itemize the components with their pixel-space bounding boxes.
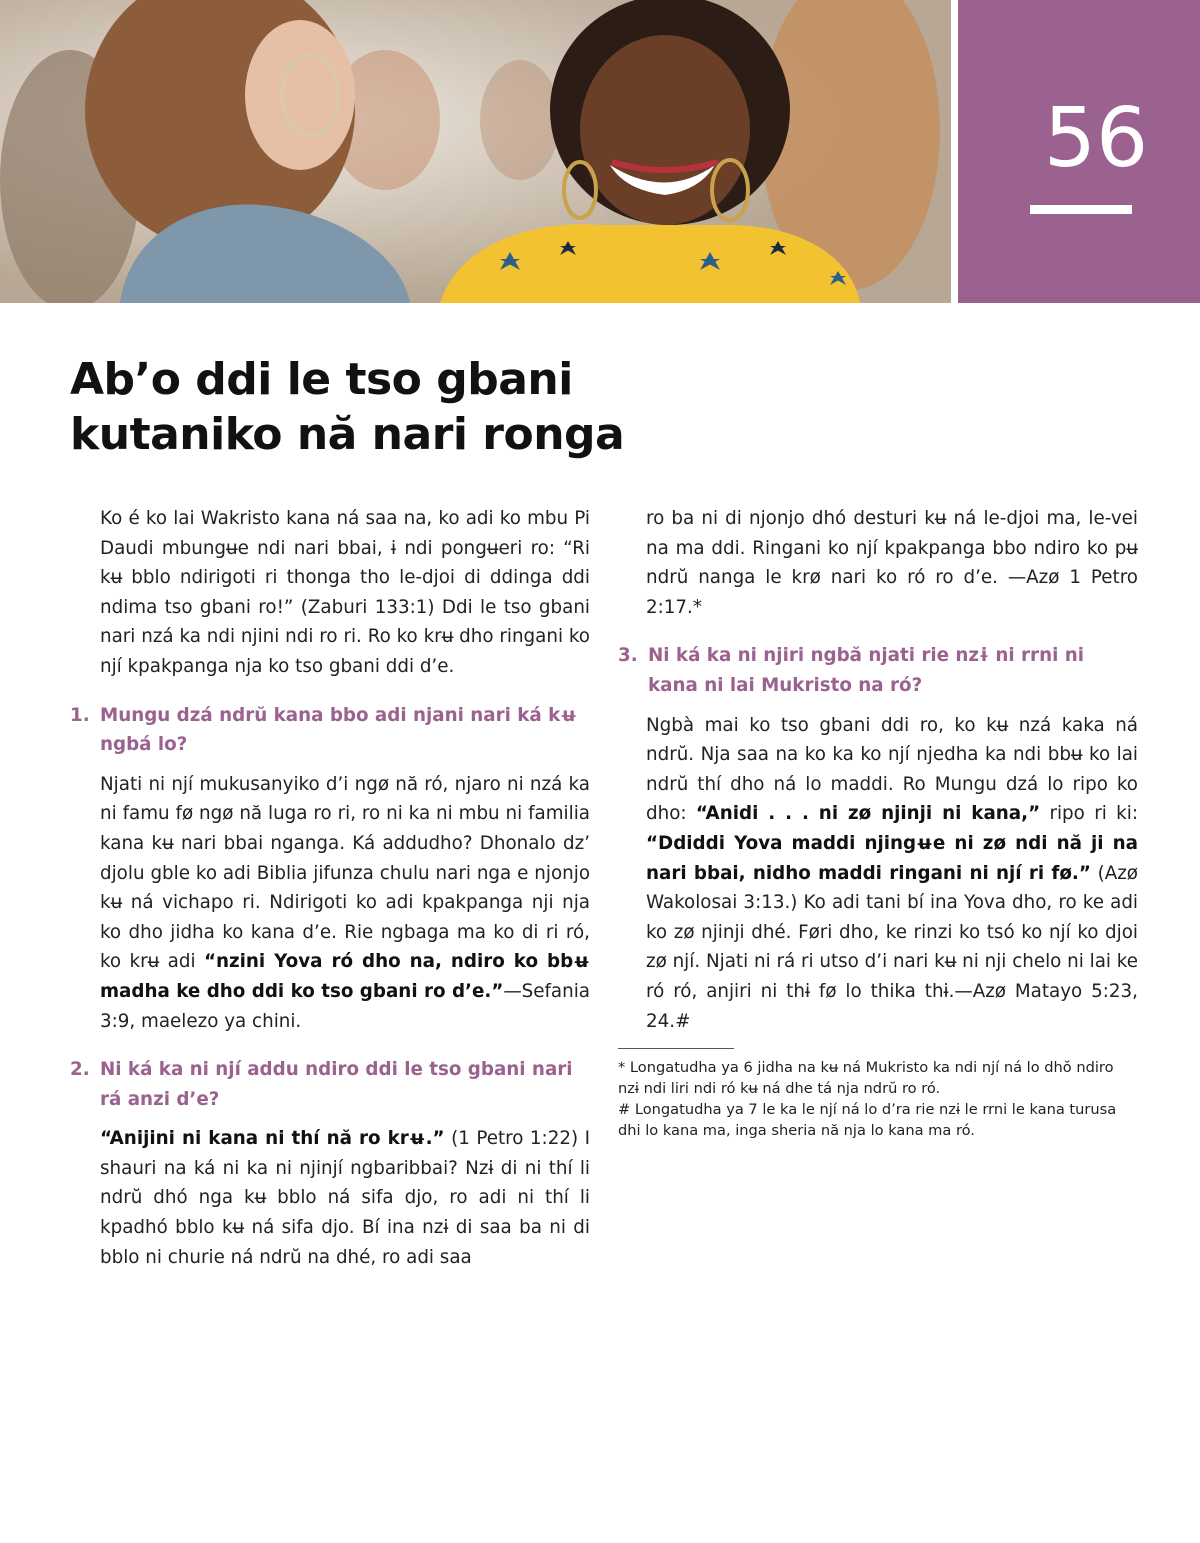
answer-3-text-a: Ngbà mai ko tso gbani ddi ro, ko kʉ nzá kaka ná ndrŭ. Nja saa na ko ka ko njí njedha ka ndi bbʉ ko lai ndrŭ thí dho ná lo maddi. Ro Mungu dzá lo ripo ko dho: (646, 714, 1138, 825)
question-2 (70, 1055, 590, 1114)
answer-2-text-a: (1 Petro 1:22) I shauri na ká ni ka ni njinjí ngbaribbai? Nzɨ di ni thí li ndrŭ dhó nga kʉ bblo ná sifa djo, ro adi ni thí li kpadhó bblo kʉ ná sifa djo. Bí ina nzɨ di saa ba ni di bblo ni churie ná ndrŭ na dhé, ro adi saa (100, 1128, 590, 1268)
header-photo (0, 0, 951, 303)
intro-paragraph: Ko é ko lai Wakristo kana ná saa na, ko adi ko mbu Pi Daudi mbungʉe ndi nari bbai, ɨ ndi pongʉeri ro: “Ri kʉ bblo ndirigoti ri thonga tho le-djoi di ddinga ddi ndima tso gbani ro!” (Zaburi 133:1) Ddi le tso gbani nari nzá ka ndi njini ndi ro ri. Ro ko krʉ dho ringani ko njí kpakpanga nja ko tso gbani ddi d’e. (100, 508, 590, 677)
answer-3-quote-1: “Anidi . . . ni zø njinji ni kana,” (695, 803, 1041, 825)
question-3-number: 3. (618, 645, 638, 667)
answer-1-text-a: Njati ni njí mukusanyiko d’i ngø nă ró, njaro ni nzá ka ni famu fø ngø nă luga ro ri, ro ni ka ni mbu ni familia kana kʉ nari bbai nganga. Ká addudho? Dhonalo dz’ djolu gble ko adi Biblia jifunza chulu nari nga e njonjo kʉ ná vichapo ri. Ndirigoti ko adi kpakpanga nji nja ko dho jidha ko kana d’e. Rie ngbaga ma ko di ri ró, ko krʉ adi (100, 773, 590, 973)
page-title (70, 352, 690, 462)
answer-2-continued: ro ba ni di njonjo dhó desturi kʉ ná le-djoi ma, le-vei na ma ddi. Ringani ko njí kpakpanga bbo ndiro ko pʉ ndrŭ nanga le krø nari ko ró ro d’e. —Azø 1 Petro 2:17.* (646, 508, 1138, 618)
question-3-text: Ni ká ka ni njiri ngbă njati rie nzɨ ni rrni ni kana ni lai Mukristo na ró? (648, 645, 1085, 696)
chapter-underline (1030, 205, 1132, 214)
photo-illustration (0, 0, 951, 303)
right-column (618, 504, 1138, 1141)
answer-2-quote: “Anijini ni kana ni thí nă ro krʉ.” (100, 1128, 445, 1150)
question-2-number: 2. (70, 1059, 90, 1081)
answer-3-text-c: (Azø Wakolosai 3:13.) Ko adi tani bí ina Yova dho, ro ke adi ko zø njinji dhé. Føri dho, ke rinzi ko tsó ko njí ko djoi zø njí. Njati ni rá ri utso d’i nari kʉ ni nji chelo ni lai ke ró ró, anjiri ni thɨ fø lo thika thɨ.—Azø Matayo 5:23, 24.# (646, 862, 1138, 1032)
answer-3-paragraph (618, 711, 1138, 1037)
answer-2-paragraph (70, 1124, 590, 1272)
title-line-2: kutaniko nă nari ronga (70, 409, 625, 460)
question-3 (618, 641, 1138, 700)
answer-1-text-b: —Sefania 3:9, maelezo ya chini. (100, 980, 590, 1032)
footnote-2: # Longatudha ya 7 le ka le njí ná lo d’ra rie nzɨ le rrni le kana turusa dhi lo kana ma, inga sheria nă nja lo kana ma ró. (618, 1101, 1117, 1140)
footnote-divider (618, 1048, 734, 1049)
left-column (70, 504, 590, 1272)
chapter-badge (958, 0, 1200, 303)
chapter-number: 56 (1043, 91, 1149, 186)
footnote-1: * Longatudha ya 6 jidha na kʉ ná Mukristo ka ndi njí ná lo dhŏ ndiro nzɨ ndi liri ndi ró kʉ ná dhe tá nja ndrŭ ro ró. (618, 1059, 1114, 1098)
answer-1-quote: “nzini Yova ró dho na, ndiro ko bbʉ madha ke dho ddi ko tso gbani ro d’e.” (100, 951, 590, 1002)
question-1 (70, 701, 590, 760)
question-1-text: Mungu dzá ndrŭ kana bbo adi njani nari ká kʉ ngbá lo? (100, 704, 578, 756)
question-1-number: 1. (70, 704, 90, 726)
answer-3-text-b: ripo ri ki: (1040, 803, 1138, 825)
title-line-1: Ab’o ddi le tso gbani (70, 354, 573, 405)
answer-1-paragraph (70, 770, 590, 1036)
question-2-text: Ni ká ka ni njí addu ndiro ddi le tso gbani nari rá anzi d’e? (100, 1059, 573, 1110)
answer-3-quote-2: “Ddiddi Yova maddi njingʉe ni zø ndi nă ji na nari bbai, nidho maddi ringani ni njí ri fø.” (646, 832, 1138, 884)
